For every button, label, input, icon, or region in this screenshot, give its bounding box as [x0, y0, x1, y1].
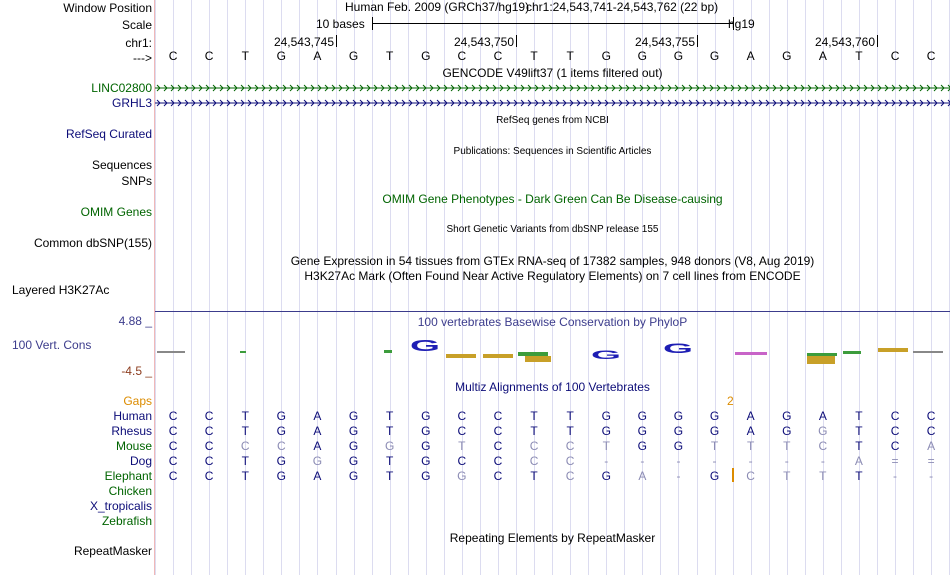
cons-mark — [878, 348, 908, 352]
ruler-label: 24,543,745 — [273, 35, 334, 49]
alignment-base: C — [204, 424, 214, 438]
alignment-base: C — [168, 439, 178, 453]
ref-base: G — [637, 49, 648, 63]
alignment-base: C — [168, 409, 178, 423]
alignment-base: - — [820, 454, 825, 468]
label-layered-h3k27ac[interactable]: Layered H3K27Ac — [12, 283, 110, 297]
title-phylop[interactable]: 100 vertebrates Basewise Conservation by PhyloP — [417, 315, 688, 329]
scale-bar-left-tick — [372, 17, 373, 30]
ruler-tick — [336, 35, 337, 47]
alignment-base: G — [673, 409, 684, 423]
alignment-base: A — [746, 409, 755, 423]
ruler-label: 24,543,750 — [453, 35, 514, 49]
scale-label: 10 bases — [316, 17, 365, 31]
alignment-base: T — [566, 424, 574, 438]
alignment-base: - — [604, 454, 609, 468]
title-gencode[interactable]: GENCODE V49lift37 (1 items filtered out) — [442, 66, 663, 80]
title-gtex[interactable]: Gene Expression in 54 tissues from GTEx RNA-seq of 17382 samples, 948 donors (V8, Aug 2019) — [290, 254, 815, 268]
title-omim[interactable]: OMIM Gene Phenotypes - Dark Green Can Be Disease-causing — [382, 192, 723, 206]
alignment-base: C — [746, 469, 755, 483]
cons-mark: G — [410, 338, 440, 355]
label-human[interactable]: Human — [113, 409, 152, 423]
alignment-base: C — [565, 469, 575, 483]
alignment-base: G — [348, 424, 359, 438]
alignment-base: T — [566, 409, 574, 423]
alignment-base: T — [241, 454, 249, 468]
alignment-base: G — [457, 469, 467, 483]
label-dog[interactable]: Dog — [129, 454, 152, 468]
ref-base: T — [241, 49, 249, 63]
alignment-base: T — [385, 469, 394, 483]
alignment-base: C — [493, 454, 503, 468]
track-image-panel[interactable] — [155, 0, 950, 575]
ruler-tick — [877, 35, 878, 47]
alignment-base: G — [348, 454, 359, 468]
alignment-base: C — [565, 439, 575, 453]
alignment-base: T — [385, 454, 394, 468]
alignment-base: G — [421, 469, 431, 483]
label-100-vert-cons[interactable]: 100 Vert. Cons — [12, 338, 92, 352]
alignment-base: C — [493, 469, 503, 483]
scale-db: hg19 — [728, 17, 755, 31]
alignment-base: G — [421, 439, 431, 453]
header-assembly: Human Feb. 2009 (GRCh37/hg19) — [345, 0, 530, 14]
label-omim-genes[interactable]: OMIM Genes — [80, 205, 152, 219]
cons-mark — [807, 353, 837, 356]
alignment-base: C — [168, 424, 178, 438]
alignment-base: - — [676, 454, 681, 468]
label-window-position: Window Position — [63, 1, 152, 15]
alignment-base: - — [676, 469, 681, 483]
cons-mark — [157, 351, 185, 353]
title-h3k27ac[interactable]: H3K27Ac Mark (Often Found Near Active Regulatory Elements) on 7 cell lines from ENCODE — [304, 269, 801, 283]
alignment-base: G — [782, 424, 792, 438]
ruler-label: 24,543,755 — [634, 35, 695, 49]
label-linc02800[interactable]: LINC02800 — [91, 81, 152, 95]
alignment-base: G — [818, 424, 828, 438]
track-labels-panel — [0, 0, 155, 575]
ref-base: T — [566, 49, 574, 63]
alignment-base: G — [421, 424, 431, 438]
alignment-base: - — [640, 454, 645, 468]
alignment-base: G — [637, 409, 648, 423]
alignment-base: C — [529, 454, 539, 468]
header-position: chr1:24,543,741-24,543,762 (22 bp) — [526, 0, 719, 14]
alignment-base: G — [637, 439, 648, 453]
alignment-base: G — [312, 454, 323, 468]
ref-base: G — [601, 49, 611, 63]
ref-base: C — [926, 49, 936, 63]
label-repeatmasker[interactable]: RepeatMasker — [73, 544, 152, 558]
alignment-base: G — [673, 439, 684, 453]
alignment-base: C — [890, 439, 900, 453]
alignment-base: C — [926, 424, 936, 438]
label-grhl3[interactable]: GRHL3 — [111, 96, 152, 110]
label-chicken[interactable]: Chicken — [108, 484, 152, 498]
ref-base: A — [313, 49, 322, 63]
alignment-base: T — [530, 409, 538, 423]
ref-base: G — [276, 49, 287, 63]
alignment-base: A — [638, 469, 647, 483]
alignment-base: T — [855, 439, 863, 453]
label-common-dbsnp[interactable]: Common dbSNP(155) — [33, 236, 152, 250]
conservation-logo[interactable] — [155, 335, 950, 371]
gene-linc02800[interactable] — [155, 83, 950, 93]
alignment-base: T — [746, 439, 755, 453]
alignment-base: T — [241, 469, 249, 483]
alignment-base: T — [855, 409, 863, 423]
gene-grhl3[interactable] — [155, 98, 950, 108]
alignment-base: T — [385, 424, 394, 438]
alignment-base: - — [784, 454, 789, 468]
ref-base: G — [421, 49, 431, 63]
alignment-base: C — [457, 454, 467, 468]
alignment-base: G — [709, 424, 720, 438]
label-rhesus[interactable]: Rhesus — [111, 424, 152, 438]
alignment-base: G — [348, 409, 359, 423]
cons-top-line — [155, 311, 950, 312]
alignment-base: A — [854, 454, 863, 468]
cons-mark — [735, 352, 767, 355]
alignment-base: T — [710, 439, 719, 453]
alignment-base: C — [204, 409, 214, 423]
alignment-base: C — [168, 454, 178, 468]
alignment-base: G — [709, 469, 720, 483]
alignment-base: - — [929, 469, 934, 483]
ref-base: G — [673, 49, 684, 63]
alignment-base: T — [241, 409, 249, 423]
alignment-base: - — [748, 454, 753, 468]
alignment-base: C — [493, 439, 503, 453]
ref-base: C — [204, 49, 214, 63]
title-refseq[interactable]: RefSeq genes from NCBI — [496, 115, 609, 126]
ref-base: C — [890, 49, 900, 63]
label-scale: Scale — [121, 18, 152, 32]
label-x-tropicalis[interactable]: X_tropicalis — [89, 499, 152, 513]
elephant-insertion-mark — [732, 468, 734, 482]
alignment-base: G — [348, 469, 359, 483]
alignment-base: G — [276, 424, 287, 438]
alignment-base: G — [601, 424, 611, 438]
label-refseq-curated[interactable]: RefSeq Curated — [65, 127, 152, 141]
cons-mark — [843, 351, 861, 354]
alignment-base: T — [819, 469, 827, 483]
alignment-base: T — [241, 424, 249, 438]
alignment-base: C — [890, 424, 900, 438]
alignment-base: T — [458, 439, 466, 453]
alignment-base: A — [746, 424, 755, 438]
alignment-base: C — [204, 454, 214, 468]
alignment-base: A — [313, 469, 322, 483]
cons-mark: G — [663, 340, 694, 356]
alignment-base: = — [927, 454, 935, 468]
alignment-base: G — [782, 409, 792, 423]
ruler-tick — [697, 35, 698, 47]
ref-base: C — [457, 49, 467, 63]
ref-base: C — [168, 49, 178, 63]
alignment-base: G — [276, 469, 287, 483]
title-multiz[interactable]: Multiz Alignments of 100 Vertebrates — [455, 380, 650, 394]
ref-base: G — [782, 49, 792, 63]
alignment-base: C — [457, 424, 467, 438]
ref-base: T — [855, 49, 863, 63]
alignment-base: C — [565, 454, 575, 468]
alignment-base: T — [385, 409, 394, 423]
gaps-marker: 2 — [727, 394, 734, 408]
label-elephant[interactable]: Elephant — [104, 469, 152, 483]
cons-mark — [446, 354, 476, 358]
ref-base: T — [385, 49, 394, 63]
cons-mark — [384, 350, 392, 353]
ref-base: G — [348, 49, 359, 63]
alignment-base: C — [493, 424, 503, 438]
alignment-base: G — [348, 439, 359, 453]
alignment-base: T — [783, 439, 791, 453]
label-chr1: chr1: — [125, 36, 152, 50]
label-sequences[interactable]: Sequences — [91, 158, 152, 172]
ref-base: A — [818, 49, 827, 63]
cons-mark — [913, 351, 943, 353]
alignment-base: T — [783, 469, 791, 483]
label-mouse[interactable]: Mouse — [115, 439, 152, 453]
alignment-base: A — [313, 424, 322, 438]
cons-mark — [483, 354, 513, 358]
alignment-base: T — [855, 469, 863, 483]
alignment-base: C — [457, 409, 467, 423]
alignment-base: C — [926, 409, 936, 423]
ref-base: T — [530, 49, 538, 63]
alignment-base: G — [276, 454, 287, 468]
alignment-base: T — [602, 439, 610, 453]
ref-base: A — [746, 49, 755, 63]
scale-bar — [372, 23, 733, 24]
ruler-tick — [516, 35, 517, 47]
label-cons-max: 4.88 _ — [118, 314, 152, 328]
alignment-base: C — [818, 439, 828, 453]
alignment-base: - — [893, 469, 898, 483]
alignment-base: G — [384, 439, 395, 453]
cons-mark — [518, 352, 548, 356]
label-gaps: Gaps — [123, 394, 152, 408]
alignment-base: C — [240, 439, 250, 453]
alignment-base: G — [276, 409, 287, 423]
alignment-base: G — [421, 409, 431, 423]
alignment-base: G — [601, 409, 611, 423]
ruler-label: 24,543,760 — [814, 35, 875, 49]
alignment-base: T — [530, 469, 538, 483]
alignment-base: A — [313, 439, 322, 453]
title-publications[interactable]: Publications: Sequences in Scientific Articles — [453, 146, 652, 157]
alignment-base: G — [709, 409, 720, 423]
alignment-base: C — [277, 439, 286, 453]
cons-mark — [240, 351, 246, 353]
alignment-base: A — [818, 409, 827, 423]
alignment-base: C — [493, 409, 503, 423]
alignment-base: C — [204, 439, 214, 453]
cons-mark — [525, 356, 551, 362]
alignment-base: T — [530, 424, 538, 438]
alignment-base: G — [637, 424, 648, 438]
alignment-base: = — [891, 454, 899, 468]
alignment-base: C — [168, 469, 178, 483]
alignment-base: A — [313, 409, 322, 423]
alignment-base: - — [712, 454, 717, 468]
cons-mark: G — [591, 348, 621, 362]
title-dbsnp[interactable]: Short Genetic Variants from dbSNP release 155 — [446, 224, 659, 235]
label-cons-min: -4.5 _ — [121, 364, 152, 378]
alignment-base: A — [927, 439, 936, 453]
label-snps[interactable]: SNPs — [121, 174, 152, 188]
ref-base: G — [709, 49, 720, 63]
alignment-base: T — [855, 424, 863, 438]
alignment-base: G — [421, 454, 431, 468]
alignment-base: G — [601, 469, 611, 483]
alignment-base: C — [529, 439, 539, 453]
title-repeatmasker[interactable]: Repeating Elements by RepeatMasker — [449, 531, 656, 545]
ref-base: C — [493, 49, 503, 63]
cons-mark — [807, 356, 835, 364]
alignment-base: G — [673, 424, 684, 438]
label-zebrafish[interactable]: Zebrafish — [101, 514, 152, 528]
alignment-base: C — [204, 469, 214, 483]
alignment-base: C — [890, 409, 900, 423]
label-strand-arrow: ---> — [133, 51, 152, 65]
